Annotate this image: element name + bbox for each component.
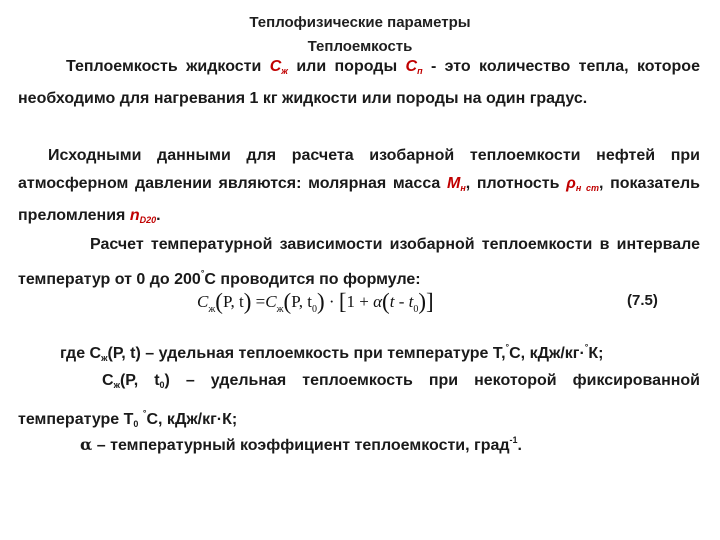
text: С проводится по формуле: bbox=[204, 271, 421, 288]
definition-alpha: α – температурный коэффициент теплоемкости, град$^{-1}$. bbox=[80, 435, 522, 454]
paragraph-heat-capacity-definition bbox=[18, 53, 700, 113]
symbol-molar-mass: $М_н$ bbox=[446, 175, 466, 193]
text: или породы bbox=[296, 58, 398, 75]
equation-number: (7.5) bbox=[627, 292, 658, 309]
degree-sign: ° bbox=[200, 268, 205, 278]
slide-title: Теплофизические параметры bbox=[249, 14, 471, 31]
definition-cz-pt0: $С_ж(Р$, $t_0$) – удельная теплоемкость при некоторой фиксированной температуре $Т_0$ °С, кДж/кг·К; bbox=[18, 372, 701, 429]
definition-cz-pt: где $С_ж(Р$, t) – удельная теплоемкость при температуре Т,°С, кДж/кг·°К; bbox=[60, 342, 604, 363]
paragraph-input-data bbox=[18, 142, 700, 234]
slide-subtitle: Теплоемкость bbox=[307, 38, 413, 55]
alpha-symbol: α bbox=[80, 435, 93, 454]
text: Расчет температурной зависимости изобарной теплоемкости в интервале температур от 0 до 200 bbox=[18, 236, 700, 288]
text: - это количество тепла, которое необходимо для нагревания 1 кг жидкости или породы на один градус. bbox=[18, 58, 700, 107]
symbol-cz: $С_ж$ bbox=[269, 58, 288, 76]
text: , плотность bbox=[465, 175, 560, 192]
symbol-density: $\rho_{н ст}$ bbox=[566, 175, 599, 193]
text: , показатель преломления bbox=[18, 175, 700, 224]
symbol-cp: $С_п$ bbox=[405, 58, 423, 76]
symbol-refractive-index: $n_{D20}$ bbox=[129, 207, 157, 225]
paragraph-calculation bbox=[18, 231, 700, 294]
text: Теплоемкость жидкости bbox=[66, 58, 262, 75]
text: Исходными данными для расчета изобарной теплоемкости нефтей при атмосферном давлении являются: молярная масса bbox=[18, 147, 700, 192]
text: . bbox=[156, 207, 161, 224]
formula-7-5: $C_ж(P$, $t) =C_ж(P$, $t_0) \cdot [1 + \alpha(t - t_0)]$ bbox=[197, 289, 434, 315]
